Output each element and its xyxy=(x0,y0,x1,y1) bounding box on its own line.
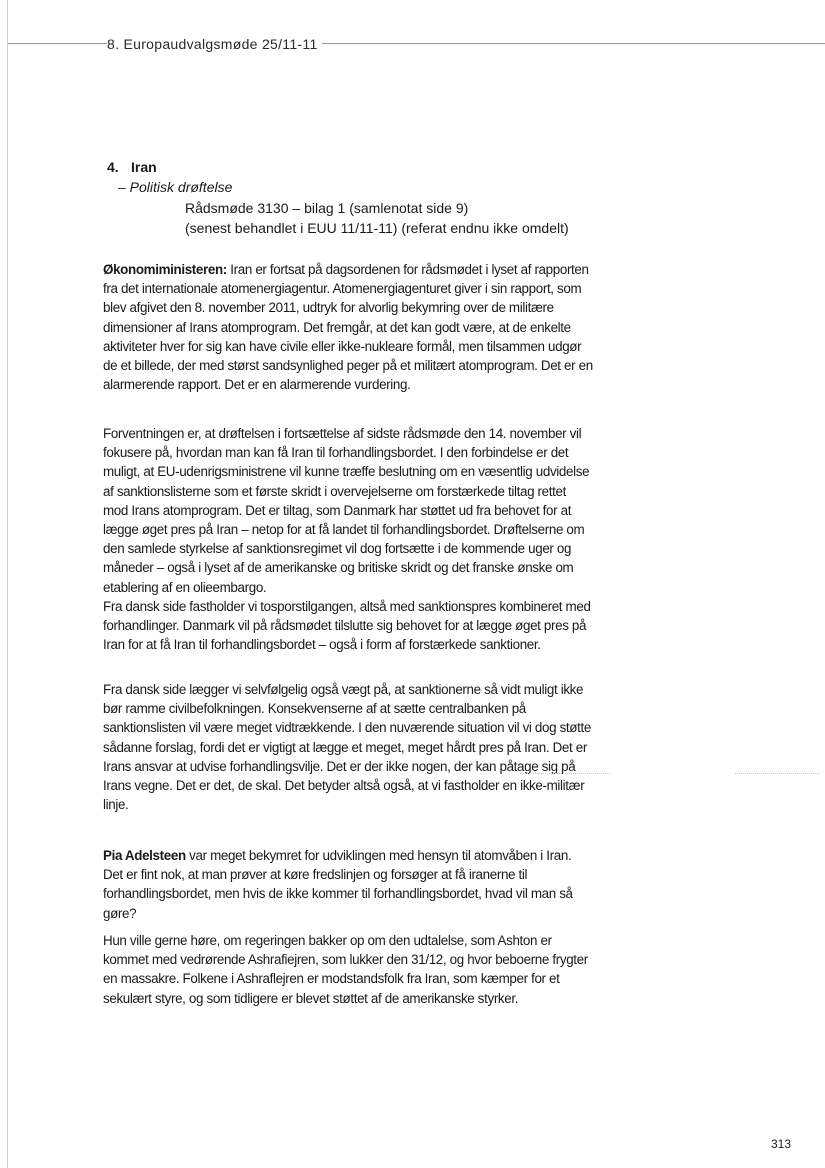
paragraph-two-track xyxy=(103,597,593,655)
paragraph-pia-adelsteen xyxy=(103,846,593,923)
speaker-name: Økonomiministeren: xyxy=(103,262,227,277)
paragraph-text: Forventningen er, at drøftelsen i fortsættelse af sidste rådsmøde den 14. november vil fokusere på, hvordan man kan få Iran til forhandlingsbordet. I den forbindelse er det muligt, at EU-udenrigsministrene vil kunne træffe beslutning om en væsentlig udvidelse af sanktionslisterne som et første skridt i overvejelserne om forstærkede tiltag rettet mod Irans atomprogram. Det er tiltag, som Danmark har støttet ud fra behovet for at lægge øget pres på Iran – netop for at få landet til forhandlingsbordet. Drøftelserne om den samlede styrkelse af sanktionsregimet vil dog fortsætte i de kommende uger og måneder – også i lyset af de amerikanske og britiske skridt og det franske ønske om etablering af en olieembargo. xyxy=(103,426,590,595)
paragraph-text: Fra dansk side lægger vi selvfølgelig også vægt på, at sanktionerne så vidt muligt ikke bør ramme civilbefolkningen. Konsekvenserne af at sætte centralbanken på sanktionslisten vil være meget vidtrækkende. I den nuværende situation vil vi dog støtte sådanne forslag, fordi det er vigtigt at lægge et meget, meget hårdt pres på Iran. Det er Irans ansvar at udvise forhandlingsvilje. Det er der ikke nogen, der kan påtage sig på Irans vegne. Det er det, de skal. Det betyder altså også, at vi fastholder en ikke-militær linje. xyxy=(103,682,591,813)
page-header: 8. Europaudvalgsmøde 25/11-11 xyxy=(107,36,322,52)
paragraph-minister xyxy=(103,260,593,394)
scan-edge-line xyxy=(7,0,8,1168)
reference-line-1: Rådsmøde 3130 – bilag 1 (samlenotat side 9) xyxy=(185,200,469,216)
page-number: 313 xyxy=(771,1137,792,1151)
paragraph-text: Fra dansk side fastholder vi tosporstilgangen, altså med sanktionspres kombineret med forhandlinger. Danmark vil på rådsmødet tilslutte sig behovet for at lægge øget pres på Iran for at få Iran til forhandlingsbordet – også i form af forstærkede sanktioner. xyxy=(103,599,591,653)
paragraph-text: Iran er fortsat på dagsordenen for rådsmødet i lyset af rapporten fra det internationale atomenergiagentur. Atomenergiagenturet giver i sin rapport, som blev afgivet den 8. november 2011, udtryk for alvorlig bekymring over de militære dimensioner af Irans atomprogram. Det fremgår, at det kan godt være, at de enkelte aktiviteter hver for sig kan have civile eller ikke-nukleare formål, men tilsammen udgør de et billede, der med størst sandsynlighed peger på et militært atomprogram. Det er en alarmerende rapport. Det er en alarmerende vurdering. xyxy=(103,262,593,393)
scan-artifact xyxy=(735,773,820,774)
reference-line-2: (senest behandlet i EUU 11/11-11) (referat endnu ikke omdelt) xyxy=(185,220,569,236)
paragraph-text: var meget bekymret for udviklingen med hensyn til atomvåben i Iran. Det er fint nok, at man prøver at køre fredslinjen og forsøger at få iranerne til forhandlingsbordet, men hvis de ikke kommer til forhandlingsbordet, hvad vil man så gøre? xyxy=(103,848,573,921)
section-number: 4. xyxy=(107,159,119,175)
section-title: Iran xyxy=(131,159,157,175)
speaker-name: Pia Adelsteen xyxy=(103,848,186,863)
paragraph-expectation xyxy=(103,424,593,597)
paragraph-text: Hun ville gerne høre, om regeringen bakker op om den udtalelse, som Ashton er kommet med vedrørende Ashrafiejren, som lukker den 31/12, og hvor beboerne frygter en massakre. Folkene i Ashraflejren er modstandsfolk fra Iran, som kæmper for et sekulært styre, og som tidligere er blevet støttet af de amerikanske styrker. xyxy=(103,933,588,1006)
paragraph-civilians xyxy=(103,680,593,814)
scan-artifact xyxy=(520,773,610,774)
paragraph-ashraf xyxy=(103,931,593,1008)
section-subtitle: – Politisk drøftelse xyxy=(118,179,233,195)
